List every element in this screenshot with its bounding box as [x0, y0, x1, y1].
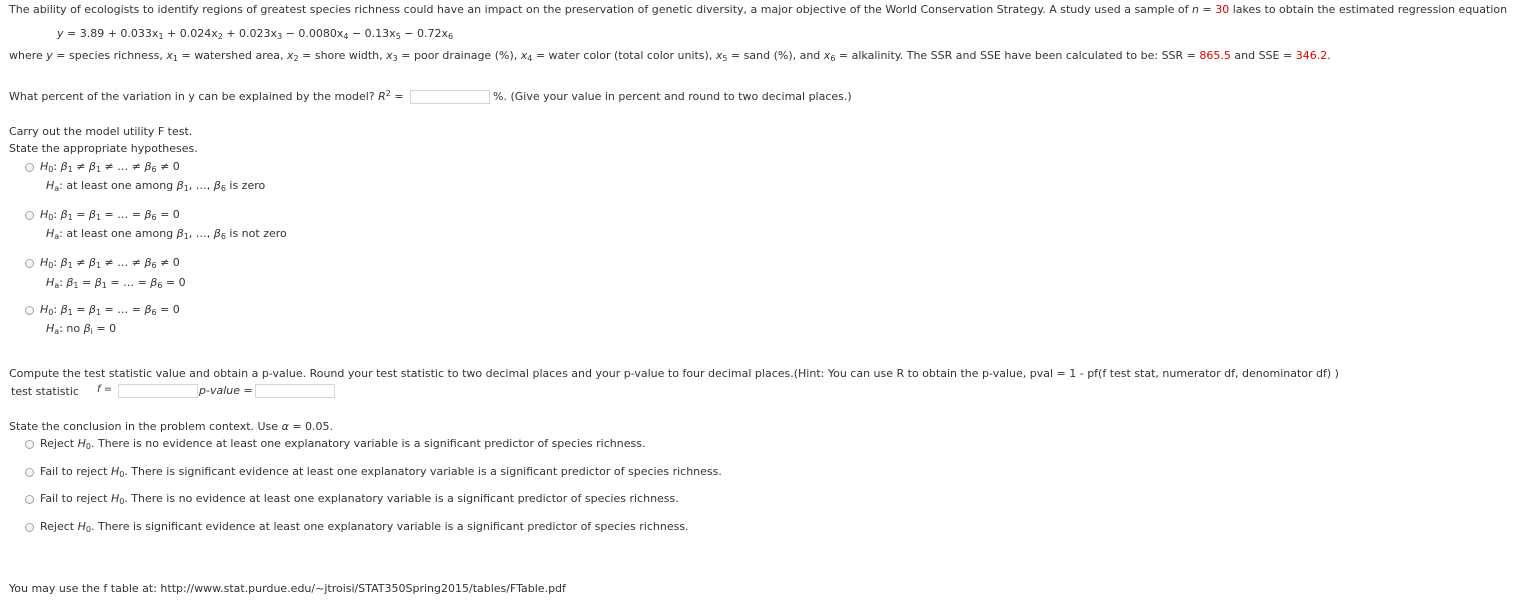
f-label: f = [97, 384, 113, 395]
ftest-title: Carry out the model utility F test. [9, 125, 193, 138]
f-statistic-input[interactable] [118, 384, 198, 398]
hypothesis-3-alt: $H_a$: $\beta_1 = \beta_1$ = … = $\beta_6 = 0$ [46, 276, 186, 290]
hypothesis-radio-2[interactable] [25, 211, 34, 220]
hypotheses-prompt: State the appropriate hypotheses. [9, 142, 198, 155]
variable-definitions: where y = species richness, $x_1$ = watershed area, $x_2$ = shore width, $x_3$ = poor drainage (%), $x_4$ = water color (total color units), $x_5$ = sand (%), and $x_6$ = alkalinity. The SSR and SSE have been calculated to be: SSR = 865.5 and SSE = 346.2. [9, 49, 1331, 63]
hypothesis-radio-1[interactable] [25, 163, 34, 172]
p-value-label: p-value = [199, 384, 253, 397]
hypothesis-radio-3[interactable] [25, 259, 34, 268]
conclusion-4-text: Reject $H_0$. There is significant evidence at least one explanatory variable is a significant predictor of species richness. [40, 520, 689, 534]
regression-equation: $y = 3.89 + 0.033x_1 + 0.024x_2 + 0.023x_3 - 0.0080x_4 - 0.13x_5 - 0.72x_6$ [57, 27, 454, 41]
conclusion-radio-3[interactable] [25, 495, 34, 504]
compute-instructions: Compute the test statistic value and obtain a p-value. Round your test statistic to two decimal places and your p-value to four decimal places.(Hint: You can use R to obtain the p-value, pval = 1 - pf(f test stat, numerator df, denominator df) ) [9, 367, 1339, 380]
sample-size-value: 30 [1215, 3, 1230, 16]
conclusion-1-text: Reject $H_0$. There is no evidence at least one explanatory variable is a significant predictor of species richness. [40, 437, 646, 451]
hypothesis-radio-4[interactable] [25, 306, 34, 315]
hypothesis-4-alt: $H_a$: no $\beta_i = 0$ [46, 322, 117, 336]
hypothesis-3-null: $H_0$: $\beta_1 \ne \beta_1$ ≠ … ≠ $\beta_6 \ne 0$ [40, 256, 180, 270]
hypothesis-2-alt: $H_a$: at least one among $\beta_1$, …, $\beta_6$ is not zero [46, 227, 287, 241]
ssr-value: 865.5 [1199, 49, 1231, 62]
sse-value: 346.2 [1295, 49, 1328, 62]
hypothesis-1-alt: $H_a$: at least one among $\beta_1$, …, $\beta_6$ is zero [46, 179, 266, 193]
conclusion-2-text: Fail to reject $H_0$. There is significant evidence at least one explanatory variable is a significant predictor of species richness. [40, 465, 722, 479]
hypothesis-2-null: $H_0$: $\beta_1 = \beta_1$ = … = $\beta_6 = 0$ [40, 208, 180, 222]
r2-question: What percent of the variation in y can be explained by the model? $R^2$ = [9, 89, 404, 103]
f-table-reference: You may use the f table at: http://www.stat.purdue.edu/~jtroisi/STAT350Spring2015/tables/FTable.pdf [9, 582, 566, 595]
p-value-input[interactable] [255, 384, 335, 398]
conclusion-3-text: Fail to reject $H_0$. There is no evidence at least one explanatory variable is a significant predictor of species richness. [40, 492, 679, 506]
test-statistic-label: test statistic [11, 385, 79, 398]
r2-instructions: %. (Give your value in percent and round to two decimal places.) [493, 90, 852, 103]
conclusion-radio-2[interactable] [25, 468, 34, 477]
intro-text: The ability of ecologists to identify regions of greatest species richness could have an impact on the preservation of genetic diversity, a major objective of the World Conservation Strategy. A study used a sample of n = 30 lakes to obtain the estimated regression equation [9, 3, 1508, 16]
hypothesis-1-null: $H_0$: $\beta_1 \ne \beta_1$ ≠ … ≠ $\beta_6 \ne 0$ [40, 160, 180, 174]
conclusion-prompt: State the conclusion in the problem context. Use α = 0.05. [9, 420, 334, 433]
hypothesis-4-null: $H_0$: $\beta_1 = \beta_1$ = … = $\beta_6 = 0$ [40, 303, 180, 317]
conclusion-radio-4[interactable] [25, 523, 34, 532]
conclusion-radio-1[interactable] [25, 440, 34, 449]
r2-percent-input[interactable] [410, 90, 490, 104]
